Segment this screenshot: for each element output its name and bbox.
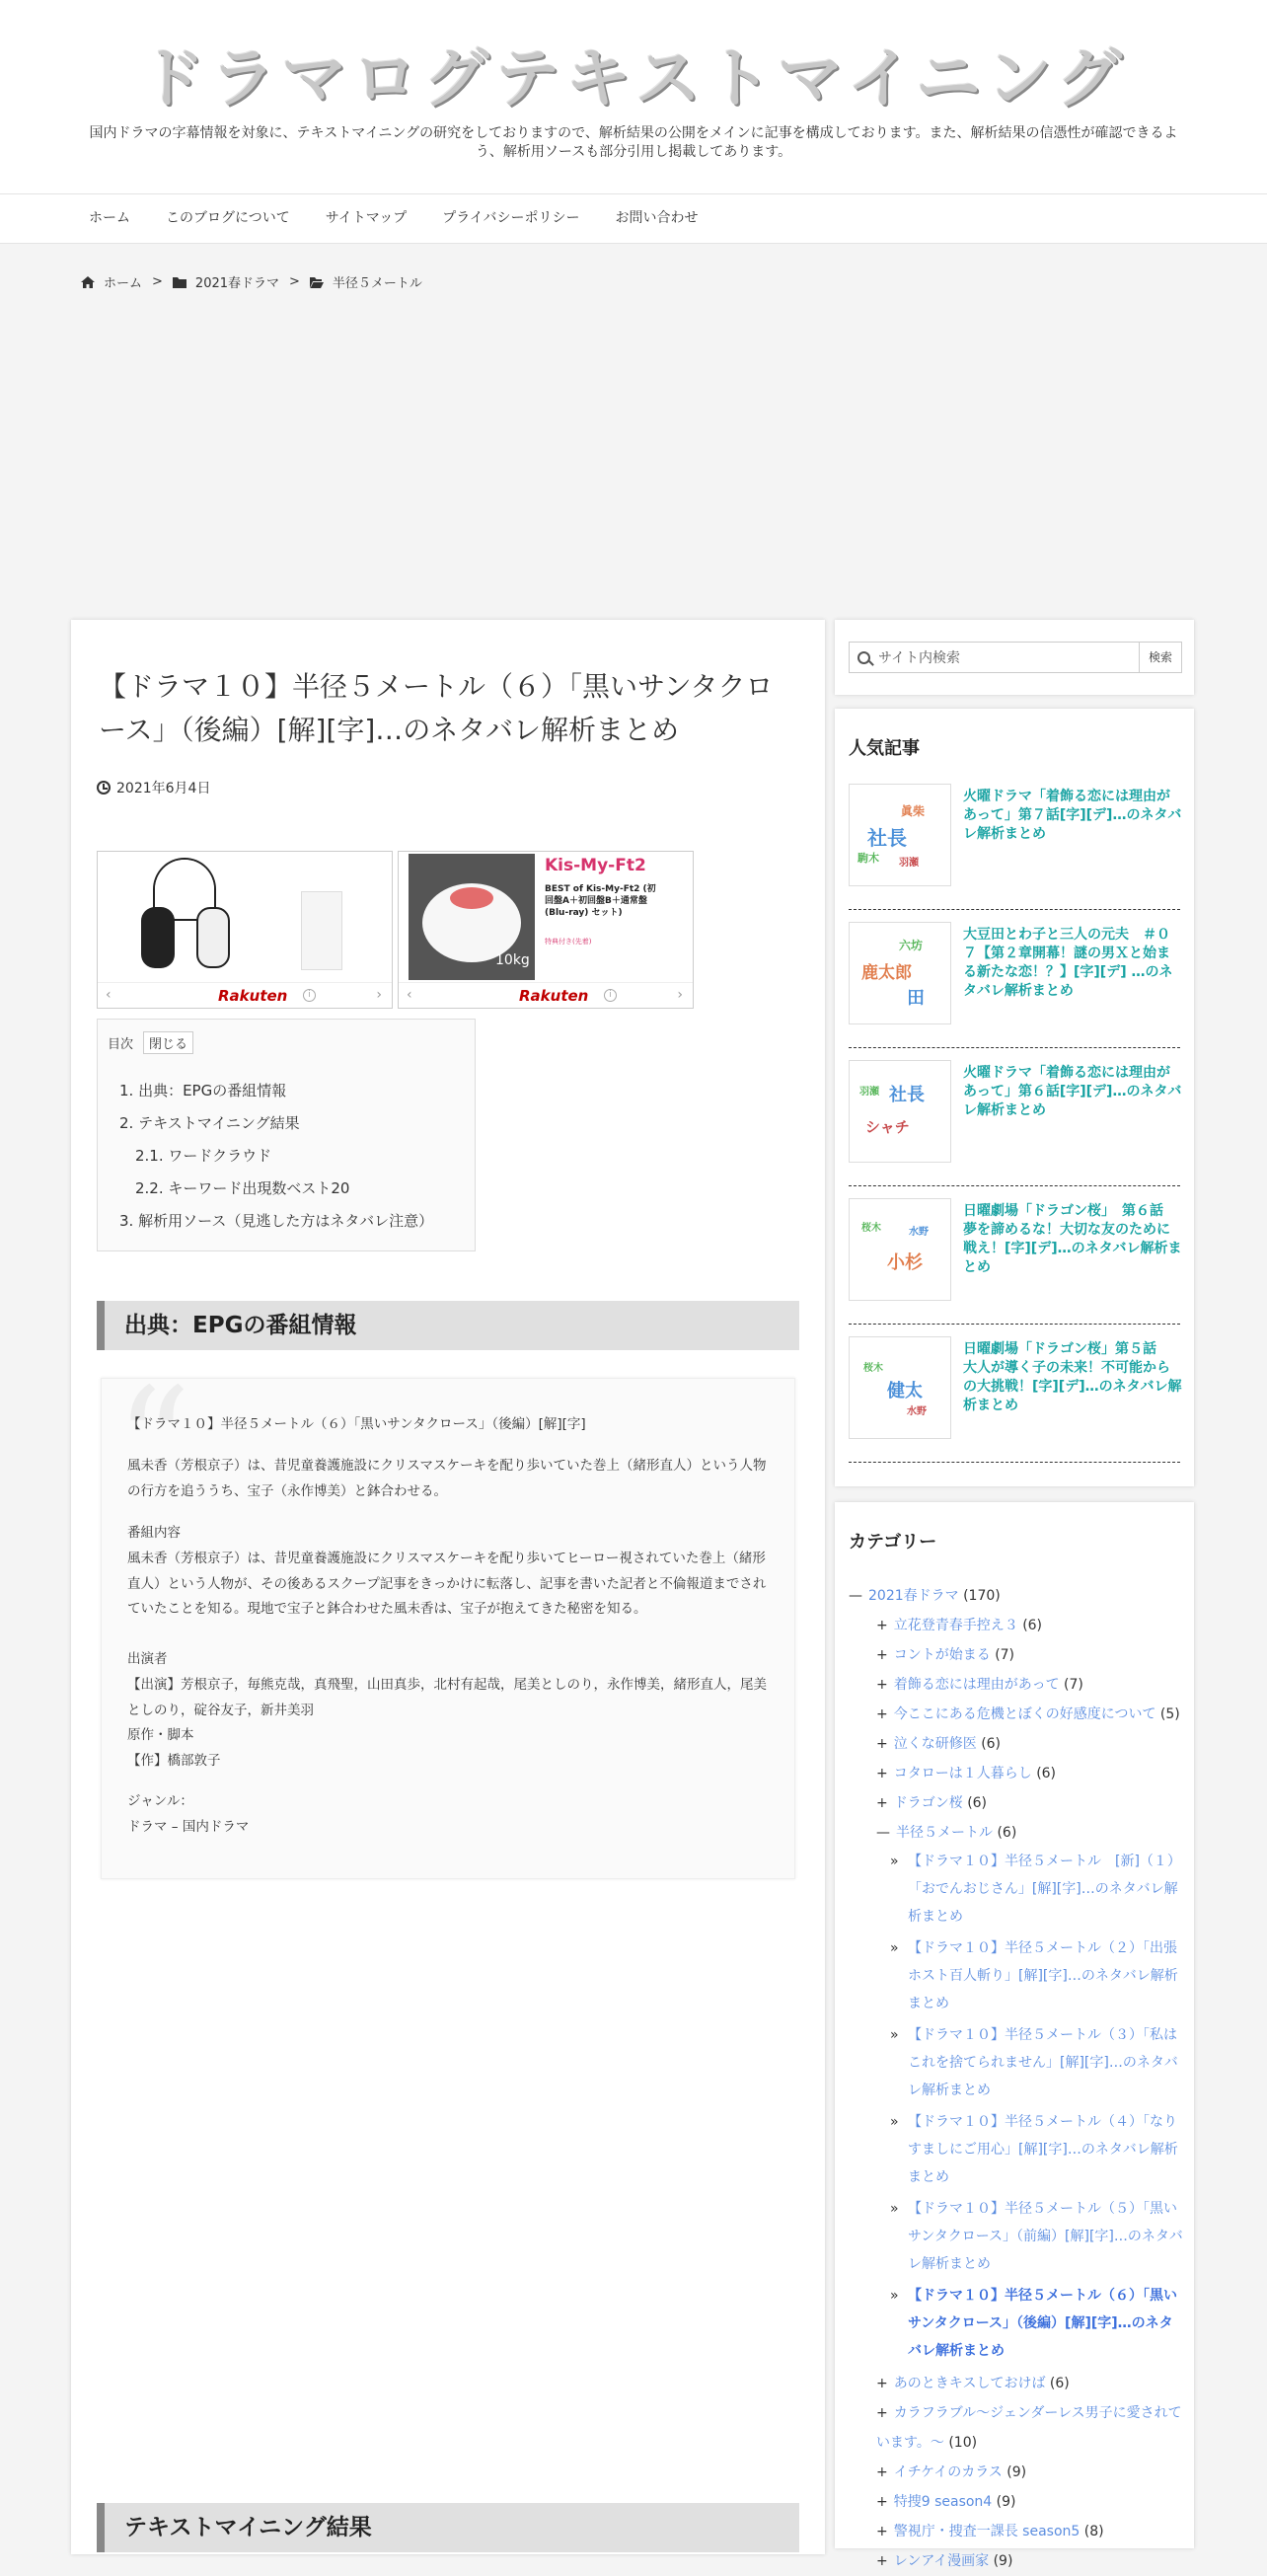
epg-genre-label: ジャンル： xyxy=(127,1793,193,1809)
nav-sitemap[interactable]: サイトマップ xyxy=(325,210,408,226)
site-tagline: 国内ドラマの字幕情報を対象に、テキストマイニングの研究をしておりますので、解析結果の公開をメインに記事を構成しております。また、解析結果の信憑性が確認できるよう、解析用ソースも部分引用し掲載してあります。 xyxy=(89,125,1178,160)
chevron-right-icon[interactable]: › xyxy=(677,987,683,1003)
kmf-product xyxy=(545,856,663,978)
search-widget xyxy=(835,620,1194,695)
breadcrumb-separator: > xyxy=(152,274,163,289)
category-item[interactable]: + あのときキスしておけば (6) xyxy=(876,2376,1070,2391)
wordcloud-thumbnail: 健太 桜木 水野 xyxy=(849,1336,951,1439)
rice-image xyxy=(409,854,535,980)
double-chevron-icon: » xyxy=(890,2027,899,2043)
category-item-open[interactable]: — 半径５メートル (6) xyxy=(876,1825,1017,1841)
toc-item[interactable]: 2. テキストマイニング結果 xyxy=(119,1114,300,1132)
chevron-left-icon[interactable]: ‹ xyxy=(407,987,412,1003)
kmf-title: Kis-My-Ft2 xyxy=(545,856,646,875)
kmf-subtitle: BEST of Kis-My-Ft2 (初回盤A＋初回盤B＋通常盤(Blu-ray) セット) xyxy=(545,884,656,918)
epg-genre: ドラマ – 国内ドラマ xyxy=(127,1819,250,1835)
nav-contact[interactable]: お問い合わせ xyxy=(615,210,699,226)
breadcrumb-separator: > xyxy=(289,274,300,289)
category-item[interactable]: + 泣くな研修医 (6) xyxy=(876,1736,1002,1752)
popular-item[interactable] xyxy=(849,1048,1180,1186)
epg-cast-label: 出演者 xyxy=(127,1651,168,1667)
epg-author: 【作】橋部敦子 xyxy=(127,1753,221,1769)
breadcrumb xyxy=(81,272,422,291)
popular-item[interactable] xyxy=(849,1186,1180,1325)
folder-open-icon xyxy=(310,276,324,288)
popular-posts-widget xyxy=(835,709,1194,1486)
expand-icon[interactable]: + xyxy=(876,1795,888,1811)
rice-weight: 10kg xyxy=(495,952,530,968)
expand-icon[interactable]: + xyxy=(876,1618,888,1633)
headphones-image xyxy=(137,858,226,974)
search-input[interactable] xyxy=(849,642,1145,673)
double-chevron-icon: » xyxy=(890,2288,899,2304)
site-logo[interactable]: ドラマログテキストマイニング xyxy=(139,40,1128,116)
toc-label: 目次 xyxy=(108,1037,134,1052)
epg-title: 【ドラマ１０】半径５メートル（６）「黒いサンタクロース」（後編）[解][字] xyxy=(127,1416,586,1432)
category-item[interactable]: + コントが始まる (7) xyxy=(876,1647,1015,1663)
nav-about[interactable]: このブログについて xyxy=(166,210,290,226)
category-title: カテゴリー xyxy=(849,1532,937,1553)
article-title: 【ドラマ１０】半径５メートル（６）「黒いサンタクロース」（後編）[解][字]…のネタバレ解析まとめ xyxy=(99,670,774,746)
double-chevron-icon: » xyxy=(890,2114,899,2130)
post-link[interactable]: » 【ドラマ１０】半径５メートル（５）「黒いサンタクロース」（前編）[解][字]…のネタバレ解析まとめ xyxy=(849,2195,1184,2282)
epg-content-label: 番組内容 xyxy=(127,1525,181,1541)
breadcrumb-subcategory[interactable]: 半径５メートル xyxy=(332,276,422,291)
epg-cast: 【出演】芳根京子，毎熊克哉，真飛聖，山田真歩，北村有起哉，尾美としのり，永作博美，緒形直人，尾美としのり，碇谷友子，新井美羽 xyxy=(127,1677,767,1718)
rakuten-logo: Rakuten xyxy=(218,987,288,1005)
expand-icon[interactable]: + xyxy=(876,1736,888,1752)
chevron-left-icon[interactable]: ‹ xyxy=(106,987,112,1003)
ad-footer xyxy=(399,982,693,1008)
expand-icon[interactable]: + xyxy=(876,2553,888,2569)
kmf-badge: 特典付き(先着) xyxy=(545,938,592,946)
breadcrumb-home[interactable]: ホーム xyxy=(104,276,143,291)
epg-quote xyxy=(101,1357,795,1879)
expand-icon[interactable]: + xyxy=(876,1766,888,1781)
category-item[interactable]: + 立花登青春手控え３ (6) xyxy=(876,1618,1043,1633)
expand-icon[interactable]: + xyxy=(876,2405,888,2421)
expand-icon[interactable]: + xyxy=(876,2524,888,2539)
post-link[interactable]: » 【ドラマ１０】半径５メートル（３）「私はこれを捨てられません」[解][字]…のネタバレ解析まとめ xyxy=(849,2021,1184,2108)
global-nav xyxy=(0,193,1267,244)
post-date-text: 2021年6月4日 xyxy=(116,781,211,796)
expand-icon[interactable]: + xyxy=(876,1677,888,1693)
ad-banner-headphones[interactable] xyxy=(97,851,393,1009)
wordcloud-word: 小杉 xyxy=(887,1252,923,1273)
toc-item[interactable]: 1. 出典：EPGの番組情報 xyxy=(119,1082,287,1099)
nav-privacy[interactable]: プライバシーポリシー xyxy=(442,210,580,226)
site-header xyxy=(0,0,1267,193)
expand-icon[interactable]: + xyxy=(876,1706,888,1722)
epg-summary: 風未香（芳根京子）は、昔児童養護施設にクリスマスケーキを配り歩いていた巻上（緒形直人）という人物の行方を追ううち、宝子（永作博美）と鉢合わせる。 xyxy=(127,1458,767,1499)
wordcloud-thumbnail: 社長 シャチ 羽瀬 xyxy=(849,1060,951,1163)
info-icon[interactable]: i xyxy=(604,989,617,1002)
category-item[interactable]: + 今ここにある危機とぼくの好感度について (5) xyxy=(876,1706,1180,1722)
rakuten-logo: Rakuten xyxy=(519,987,589,1005)
category-list xyxy=(849,1581,1184,2576)
popular-item[interactable] xyxy=(849,772,1180,910)
category-item[interactable]: + コタローは１人暮らし (6) xyxy=(876,1766,1057,1781)
category-item[interactable]: + カラフラブル～ジェンダーレス男子に愛されています。～ (10) xyxy=(876,2405,1182,2451)
product-doc-image xyxy=(301,891,342,970)
category-item[interactable]: + 着飾る恋には理由があって (7) xyxy=(876,1677,1083,1693)
double-chevron-icon: » xyxy=(890,1940,899,1956)
category-item[interactable]: + 特捜9 season4 (9) xyxy=(876,2494,1016,2510)
wordcloud-word: 健太 xyxy=(887,1381,923,1402)
section-heading-text-mining: テキストマイニング結果 xyxy=(97,2503,799,2552)
popular-item-title[interactable]: 大豆田とわ子と三人の元夫 ＃０７【第２章開幕！謎の男Ｘと始まる新たな恋！？】[字][デ] …のネタバレ解析まとめ xyxy=(963,927,1173,999)
expand-icon[interactable]: + xyxy=(876,2464,888,2480)
search-button[interactable]: 検索 xyxy=(1139,642,1182,673)
ad-banner-rice[interactable] xyxy=(398,851,694,1009)
popular-item-title[interactable]: 火曜ドラマ「着飾る恋には理由があって」第７話[字][デ]…のネタバレ解析まとめ xyxy=(963,789,1182,842)
breadcrumb-category[interactable]: 2021春ドラマ xyxy=(194,276,280,291)
wordcloud-thumbnail: 社長 眞柴 駒木 羽瀬 xyxy=(849,784,951,886)
info-icon[interactable]: i xyxy=(303,989,316,1002)
ad-footer xyxy=(98,982,392,1008)
home-icon xyxy=(81,276,95,288)
post-link[interactable]: » 【ドラマ１０】半径５メートル（４）「なりすましにご用心」[解][字]…のネタバレ解析まとめ xyxy=(849,2108,1184,2195)
collapse-icon[interactable]: — xyxy=(849,1588,862,1604)
wordcloud-word: 社長 xyxy=(889,1085,925,1105)
popular-title: 人気記事 xyxy=(849,738,920,759)
double-chevron-icon: » xyxy=(890,2201,899,2217)
category-item[interactable]: + レンアイ漫画家 (9) xyxy=(876,2553,1013,2569)
epg-content: 風未香（芳根京子）は、昔児童養護施設にクリスマスケーキを配り歩いてヒーロー視されていた巻上（緒形直人）という人物が、その後あるスクープ記事をきっかけに転落し、記事を書いた記者と不倫報道までされていたことを知る。現地で宝子と鉢合わせた風未香は、宝子が抱えてきた秘密を知る。 xyxy=(127,1551,767,1617)
category-item[interactable]: + ドラゴン桜 (6) xyxy=(876,1795,988,1811)
popular-item-title[interactable]: 火曜ドラマ「着飾る恋には理由があって」第６話[字][デ]…のネタバレ解析まとめ xyxy=(963,1065,1182,1118)
popular-item-title[interactable]: 日曜劇場「ドラゴン桜」 第６話 夢を諦めるな！大切な友のために戦え！[字][デ]…のネタバレ解析まとめ xyxy=(963,1203,1182,1275)
popular-item-title[interactable]: 日曜劇場「ドラゴン桜」第５話 大人が導く子の未来！不可能からの大挑戦！[字][デ]…のネタバレ解析まとめ xyxy=(963,1341,1182,1413)
post-link-current[interactable]: » 【ドラマ１０】半径５メートル（６）「黒いサンタクロース」（後編）[解][字]…のネタバレ解析まとめ xyxy=(849,2282,1184,2369)
wordcloud-thumbnail: 小杉 桜木 水野 xyxy=(849,1198,951,1301)
post-link[interactable]: » 【ドラマ１０】半径５メートル [新]（１）「おでんおじさん」[解][字]…のネタバレ解析まとめ xyxy=(849,1848,1184,1934)
search-placeholder: サイト内検索 xyxy=(878,650,961,666)
category-root[interactable]: — 2021春ドラマ (170) xyxy=(849,1588,1001,1604)
expand-icon[interactable]: + xyxy=(876,2494,888,2510)
quote-icon: “ xyxy=(115,1357,191,1529)
category-item[interactable]: + イチケイのカラス (9) xyxy=(876,2464,1027,2480)
expand-icon[interactable]: + xyxy=(876,2376,888,2391)
popular-item[interactable] xyxy=(849,910,1180,1048)
category-widget xyxy=(835,1502,1194,2569)
clock-icon xyxy=(97,781,111,795)
epg-author-label: 原作・脚本 xyxy=(127,1727,194,1743)
toc-item[interactable]: 3. 解析用ソース（見逃した方はネタバレ注意） xyxy=(119,1212,434,1230)
collapse-icon[interactable]: — xyxy=(876,1825,890,1841)
post-link[interactable]: » 【ドラマ１０】半径５メートル（２）「出張ホスト百人斬り」[解][字]…のネタバレ解析まとめ xyxy=(849,1934,1184,2021)
nav-home[interactable]: ホーム xyxy=(89,210,130,226)
double-chevron-icon: » xyxy=(890,1854,899,1869)
article-card xyxy=(71,620,825,2554)
category-item[interactable]: + 警視庁・捜査一課長 season5 (8) xyxy=(876,2524,1104,2539)
popular-item[interactable] xyxy=(849,1325,1180,1463)
table-of-contents xyxy=(97,1019,476,1251)
expand-icon[interactable]: + xyxy=(876,1647,888,1663)
wordcloud-word: 社長 xyxy=(867,826,907,850)
toc-item[interactable]: 2.2. キーワード出現数ベスト20 xyxy=(135,1179,350,1197)
wordcloud-thumbnail: 鹿太郎 六坊 田 xyxy=(849,922,951,1024)
search-icon xyxy=(857,651,870,664)
toc-close-button[interactable]: 閉じる xyxy=(143,1031,193,1054)
folder-icon xyxy=(173,276,186,288)
section-heading-epg: 出典：EPGの番組情報 xyxy=(97,1301,799,1350)
post-date xyxy=(97,778,210,797)
wordcloud-word: 鹿太郎 xyxy=(861,963,912,983)
chevron-right-icon[interactable]: › xyxy=(376,987,382,1003)
toc-item[interactable]: 2.1. ワードクラウド xyxy=(135,1147,272,1165)
